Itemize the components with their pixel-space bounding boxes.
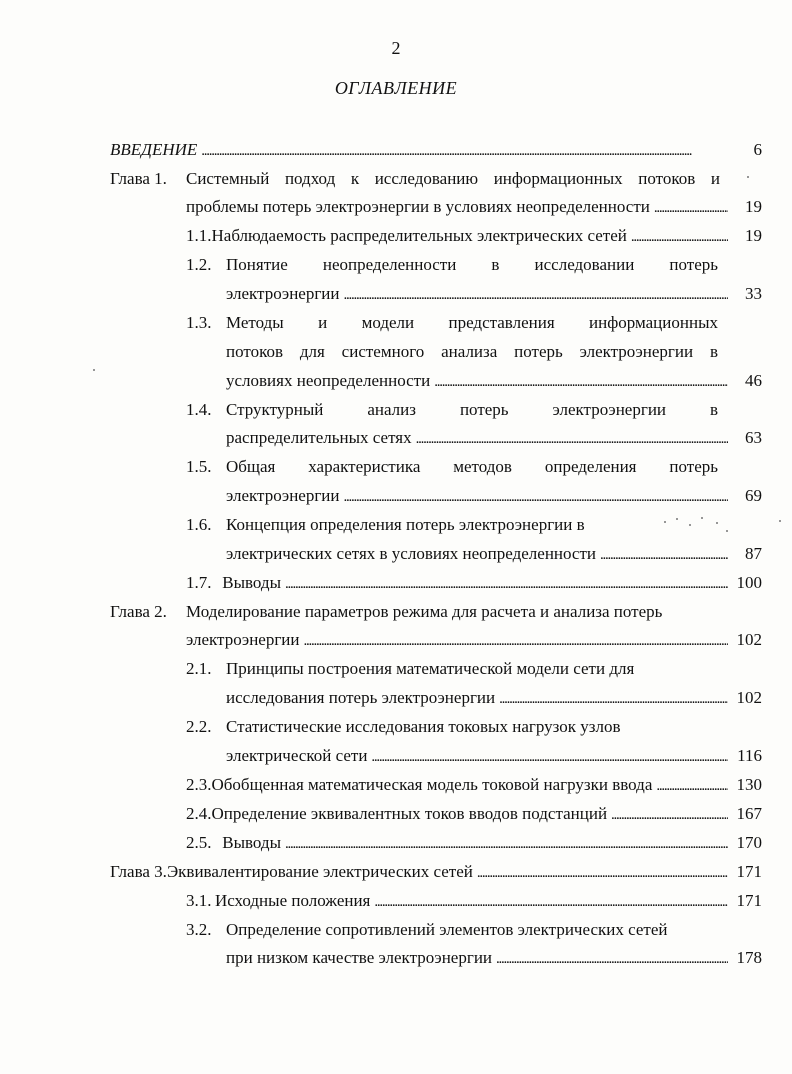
section-number: 1.3.	[186, 312, 212, 332]
leader-dots	[631, 226, 728, 246]
chapter-title: проблемы потерь электроэнергии в условиях неопределенности	[186, 196, 650, 216]
section-title: Определение эквивалентных токов вводов подстанций	[211, 803, 608, 823]
leader-dots	[304, 630, 728, 650]
section-title: электроэнергии	[226, 485, 340, 505]
leader-dots	[344, 486, 728, 506]
toc-entry-page: 87	[745, 543, 762, 563]
chapter-title: Системный подход к исследованию информационных потоков и	[186, 168, 720, 188]
section-title: распределительных сетях	[226, 427, 412, 447]
section-number: 1.2.	[186, 254, 212, 274]
section-title: Понятие неопределенности в исследовании потерь	[226, 254, 718, 274]
toc-section-2-1-line1	[186, 653, 706, 679]
leader-dots	[371, 746, 728, 766]
chapter-title: электроэнергии	[186, 629, 300, 649]
chapter-number: Глава 2.	[110, 601, 167, 621]
toc-entry-page: 100	[736, 572, 762, 592]
toc-entry-page: 33	[745, 283, 762, 303]
scan-speck	[701, 517, 703, 519]
section-title: Концепция определения потерь электроэнергии в	[226, 514, 585, 534]
section-title: Обобщенная математическая модель токовой нагрузки ввода	[211, 774, 653, 794]
scan-speck	[726, 530, 728, 532]
toc-entry-page: 170	[736, 832, 762, 852]
toc-section-1-5-line2	[226, 480, 762, 506]
toc-chapter-2-line2	[186, 624, 762, 650]
leader-dots	[416, 428, 728, 448]
section-number: 1.4.	[186, 399, 212, 419]
section-number: 2.1.	[186, 658, 212, 678]
toc-chapter-3	[110, 856, 762, 882]
toc-section-2-3	[186, 769, 762, 795]
section-title: Выводы	[222, 572, 282, 592]
toc-entry-page: 19	[745, 196, 762, 216]
toc-entry-page: 63	[745, 427, 762, 447]
toc-entry-page: 102	[736, 687, 762, 707]
toc-section-1-1	[186, 220, 762, 246]
scan-speck	[676, 518, 678, 520]
scan-speck	[716, 522, 718, 524]
toc-entry-page: 167	[736, 803, 762, 823]
toc-section-1-7	[186, 567, 762, 593]
leader-dots	[201, 140, 728, 160]
section-number: 1.1.	[186, 225, 212, 245]
toc-entry-page: 102	[736, 629, 762, 649]
toc-entry-label: ВВЕДЕНИЕ	[110, 139, 198, 159]
section-title: Выводы	[222, 832, 282, 852]
toc-entry-page: 178	[736, 947, 762, 967]
section-title: электрической сети	[226, 745, 368, 765]
toc-section-1-6-line2	[226, 538, 762, 564]
toc-section-3-2-line2	[226, 942, 762, 968]
section-number: 1.5.	[186, 456, 212, 476]
section-title: Статистические исследования токовых нагрузок узлов	[226, 716, 621, 736]
toc-section-3-1	[186, 885, 762, 911]
toc-section-1-6-line1	[186, 509, 662, 535]
scan-speck	[747, 176, 749, 178]
section-title: Структурный анализ потерь электроэнергии в	[226, 399, 718, 419]
chapter-title: Эквивалентирование электрических сетей	[166, 861, 473, 881]
section-number: 2.3.	[186, 774, 212, 794]
toc-entry-intro	[110, 134, 762, 160]
section-number: 2.5.	[186, 832, 212, 852]
leader-dots	[496, 948, 728, 968]
leader-dots	[656, 775, 728, 795]
toc-entry-page: 69	[745, 485, 762, 505]
toc-chapter-1-line2	[186, 191, 762, 217]
toc-entry-page: 6	[753, 139, 762, 159]
section-number: 2.4.	[186, 803, 212, 823]
toc-chapter-1-line1	[110, 163, 720, 189]
section-number: 1.6.	[186, 514, 212, 534]
toc-section-1-3-line3	[226, 365, 762, 391]
toc-section-1-4-line1	[186, 394, 718, 420]
section-title: условиях неопределенности	[226, 370, 431, 390]
section-title: Наблюдаемость распределительных электрических сетей	[211, 225, 627, 245]
leader-dots	[477, 862, 728, 882]
toc-section-2-2-line1	[186, 711, 686, 737]
toc-section-1-5-line1	[186, 451, 718, 477]
chapter-number: Глава 3.	[110, 861, 167, 881]
leader-dots	[374, 891, 728, 911]
leader-dots	[654, 197, 728, 217]
chapter-title: Моделирование параметров режима для расчета и анализа потерь	[186, 601, 663, 621]
toc-entry-page: 171	[736, 861, 762, 881]
leader-dots	[344, 284, 728, 304]
toc-chapter-2-line1	[110, 596, 718, 622]
toc-section-3-2-line1	[186, 914, 716, 940]
leader-dots	[600, 544, 728, 564]
toc-entry-page: 19	[745, 225, 762, 245]
section-title: электроэнергии	[226, 283, 340, 303]
toc-entry-page: 116	[737, 745, 762, 765]
section-number: 3.2.	[186, 919, 212, 939]
leader-dots	[285, 573, 728, 593]
toc-section-1-2-line1	[186, 249, 718, 275]
section-title: Общая характеристика методов определения потерь	[226, 456, 718, 476]
section-title: при низком качестве электроэнергии	[226, 947, 493, 967]
chapter-number: Глава 1.	[110, 168, 167, 188]
leader-dots	[285, 833, 728, 853]
toc-section-2-2-line2	[226, 740, 762, 766]
toc-entry-page: 171	[736, 890, 762, 910]
section-title: исследования потерь электроэнергии	[226, 687, 496, 707]
section-title: Определение сопротивлений элементов электрических сетей	[226, 919, 668, 939]
toc-section-2-5	[186, 827, 762, 853]
scan-speck	[689, 524, 691, 526]
toc-entry-page: 46	[745, 370, 762, 390]
section-title: Методы и модели представления информационных	[226, 312, 718, 332]
section-title: Принципы построения математической модели сети для	[226, 658, 635, 678]
toc-section-2-1-line2	[226, 682, 762, 708]
toc-section-2-4	[186, 798, 762, 824]
toc-entry-page: 130	[736, 774, 762, 794]
scan-speck	[779, 520, 781, 522]
toc-section-1-3-line2	[226, 336, 718, 362]
section-number: 1.7.	[186, 572, 212, 592]
leader-dots	[499, 688, 728, 708]
section-title: Исходные положения	[214, 890, 371, 910]
toc-title: ОГЛАВЛЕНИЕ	[334, 78, 458, 98]
leader-dots	[611, 804, 728, 824]
leader-dots	[434, 371, 728, 391]
toc-section-1-2-line2	[226, 278, 762, 304]
section-number: 2.2.	[186, 716, 212, 736]
scan-speck	[664, 521, 666, 523]
section-title: потоков для системного анализа потерь электроэнергии в	[226, 341, 718, 361]
toc-section-1-4-line2	[226, 422, 762, 448]
page-number: 2	[391, 38, 401, 58]
section-number: 3.1.	[186, 890, 212, 910]
scan-speck	[93, 369, 95, 371]
toc-section-1-3-line1	[186, 307, 718, 333]
section-title: электрических сетях в условиях неопределенности	[226, 543, 597, 563]
